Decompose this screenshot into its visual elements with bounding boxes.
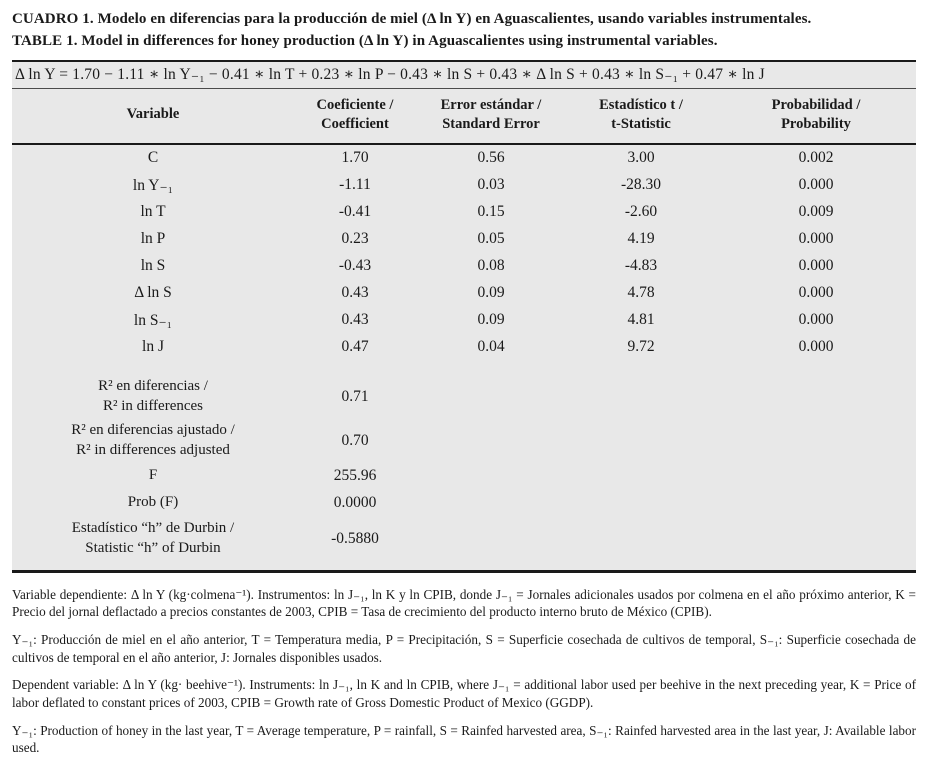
cell-variable: ln P	[140, 230, 166, 248]
stat-label-line: R² in differences	[102, 397, 204, 414]
stat-value: -0.5880	[331, 529, 379, 547]
stat-label	[12, 421, 294, 461]
cell-variable: ln Y₋₁	[132, 176, 174, 194]
header-line: Probability	[781, 116, 851, 133]
cell-t-statistic: -2.60	[624, 203, 658, 221]
table-row	[12, 334, 916, 361]
cell-t-statistic: -28.30	[620, 176, 662, 194]
cell-std-error: 0.08	[477, 257, 505, 275]
stat-label-line: Estadístico “h” de Durbin /	[71, 519, 235, 536]
cell-probability: 0.000	[798, 311, 834, 329]
cell-probability: 0.000	[798, 284, 834, 302]
table-row	[12, 145, 916, 172]
table-row	[12, 280, 916, 307]
stat-row-r2	[12, 375, 916, 419]
footnote-es-variable-definitions: Y₋₁: Producción de miel en el año anterior, T = Temperatura media, P = Precipitación, S = Superficie cosechada de cultivos de temporal, S₋₁: Superficie cosechada de cultivos de temporal en el año anterior, J: Jornales disponibles usados.	[12, 632, 916, 665]
stat-value: 0.71	[341, 387, 369, 405]
table-row	[12, 226, 916, 253]
header-line: Probabilidad /	[771, 96, 861, 113]
cell-variable: ln J	[142, 338, 164, 356]
cell-coefficient: 0.47	[341, 338, 369, 356]
table-row	[12, 199, 916, 226]
cell-t-statistic: 4.19	[627, 230, 655, 248]
stat-label-line: Statistic “h” of Durbin	[85, 539, 221, 556]
cell-t-statistic: 4.81	[627, 311, 655, 329]
stat-value: 0.70	[341, 431, 369, 449]
cell-t-statistic: -4.83	[624, 257, 658, 275]
model-statistics	[12, 375, 916, 570]
header-line: t-Statistic	[611, 116, 671, 133]
stat-row-f	[12, 463, 916, 490]
table-row	[12, 307, 916, 334]
stat-label-line: R² in differences adjusted	[76, 441, 230, 458]
cell-std-error: 0.03	[477, 176, 505, 194]
cell-std-error: 0.04	[477, 338, 505, 356]
cell-std-error: 0.56	[477, 149, 505, 167]
cell-coefficient: 0.43	[341, 284, 369, 302]
footnote-en-dependent-variable: Dependent variable: Δ ln Y (kg· beehive⁻¹). Instruments: ln J₋₁, ln K and ln CPIB, where J₋₁ = additional labor used per beehive in the next preceding year, K = Price of labor deflated to constant prices of 2003, CPIB = Growth rate of Gross Domestic Product of Mexico (GGDP).	[12, 677, 916, 711]
cell-variable: C	[147, 149, 159, 167]
stat-label	[12, 377, 294, 417]
header-line: Variable	[126, 106, 180, 123]
cell-variable: ln T	[140, 203, 166, 221]
header-line: Standard Error	[442, 116, 540, 133]
cell-t-statistic: 9.72	[627, 338, 655, 356]
results-table	[12, 60, 916, 573]
stat-row-r2-adjusted	[12, 419, 916, 463]
cell-coefficient: 0.23	[341, 230, 369, 248]
stat-value: 255.96	[333, 467, 377, 485]
stat-label-line: R² en diferencias /	[98, 377, 208, 394]
header-variable	[12, 105, 294, 125]
footnote-es-dependent-variable: Variable dependiente: Δ ln Y (kg·colmena⁻¹). Instrumentos: ln J₋₁, ln K y ln CPIB, donde J₋₁ = Jornales adicionales usados por colmena en el año próximo anterior, K = Precio del jornal deflactado a precios constantes de 2003, CPIB = Tasa de crecimiento del producto interno bruto de México (CPIB).	[12, 586, 916, 620]
cell-coefficient: -0.43	[338, 257, 372, 275]
table-body	[12, 145, 916, 361]
header-line: Coeficiente /	[316, 96, 394, 113]
footnotes	[12, 586, 916, 758]
header-std-error	[416, 96, 566, 135]
header-t-statistic	[566, 96, 716, 135]
header-coefficient	[294, 96, 416, 135]
table-row	[12, 172, 916, 199]
table-title-en: TABLE 1. Model in differences for honey production (Δ ln Y) in Aguascalientes using instrumental variables.	[12, 32, 718, 49]
stat-label	[12, 519, 294, 559]
cell-probability: 0.009	[798, 203, 834, 221]
cell-variable: ln S₋₁	[133, 311, 173, 329]
cell-std-error: 0.09	[477, 284, 505, 302]
footnote-en-variable-definitions: Y₋₁: Production of honey in the last year, T = Average temperature, P = rainfall, S = Rainfed harvested area, S₋₁: Rainfed harvested area in the last year, J: Available labor used.	[12, 722, 916, 756]
cell-coefficient: -0.41	[338, 203, 372, 221]
table-row	[12, 253, 916, 280]
table-title-es: CUADRO 1. Modelo en diferencias para la producción de miel (Δ ln Y) en Aguascalientes, usando variables instrumentales.	[12, 11, 812, 27]
cell-t-statistic: 3.00	[627, 149, 655, 167]
cell-variable: Δ ln S	[134, 284, 172, 302]
cell-coefficient: -1.11	[339, 176, 371, 194]
cell-std-error: 0.09	[477, 311, 505, 329]
header-line: Coefficient	[321, 116, 389, 133]
cell-coefficient: 1.70	[341, 149, 369, 167]
stat-row-durbin-h	[12, 517, 916, 561]
cell-variable: ln S	[140, 257, 166, 275]
header-line: Error estándar /	[440, 96, 542, 113]
stat-label-line: R² en diferencias ajustado /	[71, 421, 235, 438]
cell-probability: 0.000	[798, 176, 834, 194]
cell-probability: 0.002	[798, 149, 834, 167]
cell-std-error: 0.15	[477, 203, 505, 221]
cell-std-error: 0.05	[477, 230, 505, 248]
stat-row-prob-f	[12, 490, 916, 517]
header-probability	[716, 96, 916, 135]
cell-coefficient: 0.43	[341, 311, 369, 329]
stat-label: Prob (F)	[127, 494, 179, 511]
cell-probability: 0.000	[798, 257, 834, 275]
stat-value: 0.0000	[333, 494, 377, 512]
cell-probability: 0.000	[798, 338, 834, 356]
model-equation: Δ ln Y = 1.70 − 1.11 ∗ ln Y₋₁ − 0.41 ∗ ln T + 0.23 ∗ ln P − 0.43 ∗ ln S + 0.43 ∗ Δ ln S + 0.43 ∗ ln S₋₁ + 0.47 ∗ ln J	[12, 62, 916, 89]
table-header-row	[12, 89, 916, 145]
stat-label: F	[148, 467, 158, 484]
cell-probability: 0.000	[798, 230, 834, 248]
cell-t-statistic: 4.78	[627, 284, 655, 302]
header-line: Estadístico t /	[599, 96, 683, 113]
